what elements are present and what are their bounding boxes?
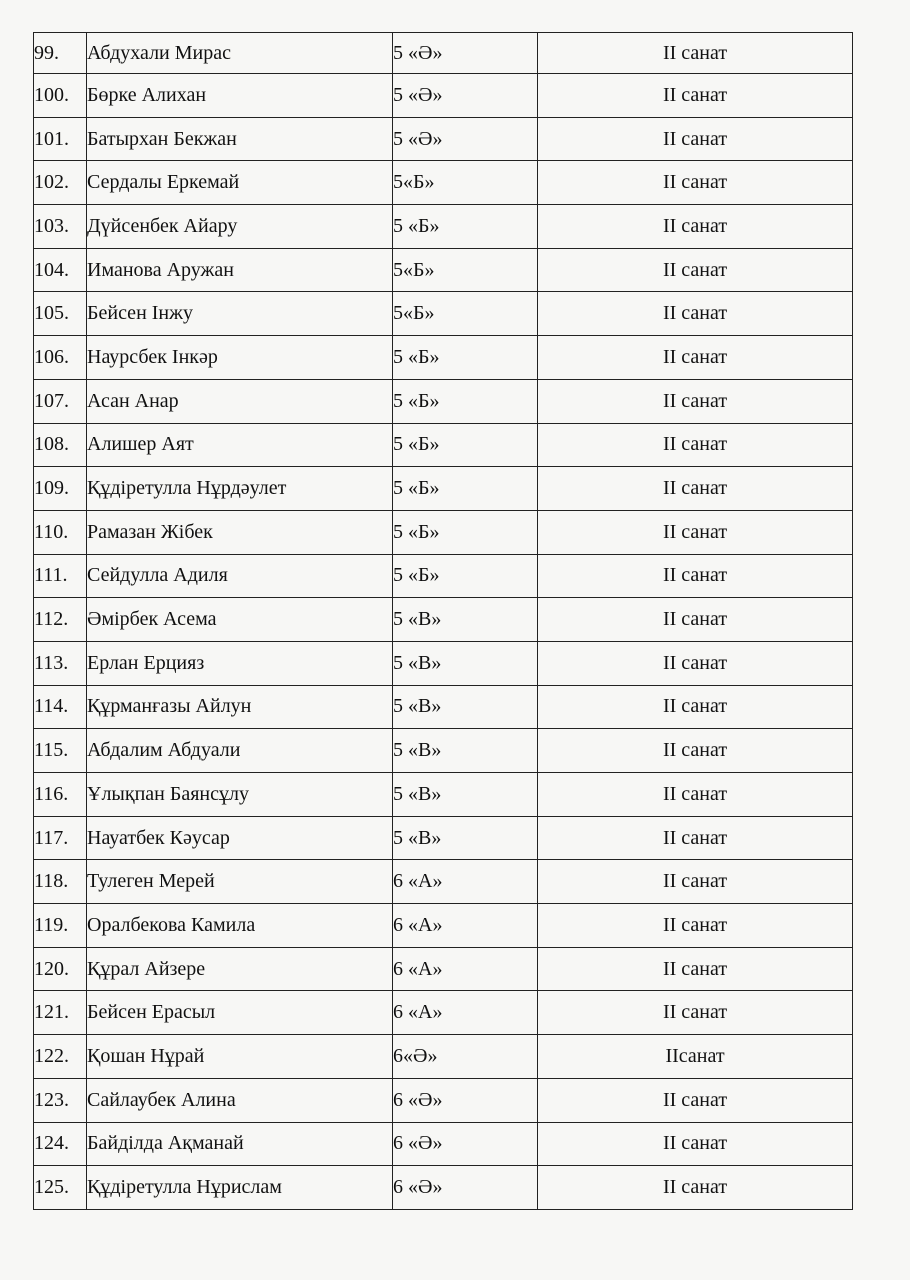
student-name: Құдіретулла Нұрдәулет [87, 467, 393, 511]
student-name: Сердалы Еркемай [87, 161, 393, 205]
row-number: 99. [34, 33, 87, 74]
table-row [34, 947, 853, 991]
student-name: Науатбек Кәусар [87, 816, 393, 860]
table-row [34, 1035, 853, 1079]
student-name: Байділда Ақманай [87, 1122, 393, 1166]
category-cell: II санат [538, 904, 853, 948]
table-row [34, 74, 853, 118]
class-cell: 5«Б» [393, 161, 538, 205]
class-cell: 5 «В» [393, 685, 538, 729]
class-cell: 6 «Ә» [393, 1122, 538, 1166]
class-cell: 6 «А» [393, 947, 538, 991]
category-cell: II санат [538, 641, 853, 685]
table-row [34, 773, 853, 817]
table-row [34, 1166, 853, 1210]
table-row [34, 729, 853, 773]
row-number: 125. [34, 1166, 87, 1210]
class-cell: 5 «В» [393, 729, 538, 773]
class-cell: 5 «Б» [393, 510, 538, 554]
category-cell: II санат [538, 205, 853, 249]
row-number: 119. [34, 904, 87, 948]
category-cell: II санат [538, 74, 853, 118]
table-row [34, 904, 853, 948]
table-row [34, 816, 853, 860]
table-row [34, 336, 853, 380]
category-cell: II санат [538, 117, 853, 161]
category-cell: II санат [538, 1122, 853, 1166]
table-row [34, 598, 853, 642]
category-cell: II санат [538, 947, 853, 991]
class-cell: 5 «В» [393, 641, 538, 685]
student-name: Сайлаубек Алина [87, 1078, 393, 1122]
class-cell: 6 «А» [393, 904, 538, 948]
row-number: 100. [34, 74, 87, 118]
category-cell: II санат [538, 554, 853, 598]
student-name: Оралбекова Камила [87, 904, 393, 948]
category-cell: II санат [538, 598, 853, 642]
category-cell: II санат [538, 816, 853, 860]
student-name: Қошан Нұрай [87, 1035, 393, 1079]
row-number: 116. [34, 773, 87, 817]
student-name: Бөрке Алихан [87, 74, 393, 118]
row-number: 118. [34, 860, 87, 904]
category-cell: II санат [538, 1166, 853, 1210]
row-number: 114. [34, 685, 87, 729]
row-number: 109. [34, 467, 87, 511]
row-number: 113. [34, 641, 87, 685]
category-cell: II санат [538, 33, 853, 74]
student-name: Әмірбек Асема [87, 598, 393, 642]
student-name: Рамазан Жібек [87, 510, 393, 554]
table-body [34, 33, 853, 1210]
row-number: 123. [34, 1078, 87, 1122]
class-cell: 5 «Б» [393, 205, 538, 249]
student-name: Асан Анар [87, 379, 393, 423]
row-number: 102. [34, 161, 87, 205]
student-name: Құрал Айзере [87, 947, 393, 991]
class-cell: 6 «Ә» [393, 1166, 538, 1210]
class-cell: 5 «В» [393, 773, 538, 817]
class-cell: 5 «Б» [393, 379, 538, 423]
table-row [34, 33, 853, 74]
class-cell: 5 «Ә» [393, 33, 538, 74]
table-row [34, 467, 853, 511]
student-list-table [33, 32, 853, 1210]
table-row [34, 379, 853, 423]
category-cell: II санат [538, 860, 853, 904]
category-cell: II санат [538, 467, 853, 511]
table-row [34, 685, 853, 729]
row-number: 110. [34, 510, 87, 554]
class-cell: 6 «А» [393, 860, 538, 904]
class-cell: 5 «Ә» [393, 74, 538, 118]
student-name: Алишер Аят [87, 423, 393, 467]
class-cell: 5 «Б» [393, 336, 538, 380]
row-number: 106. [34, 336, 87, 380]
category-cell: II санат [538, 729, 853, 773]
row-number: 124. [34, 1122, 87, 1166]
category-cell: II санат [538, 510, 853, 554]
student-name: Бейсен Ерасыл [87, 991, 393, 1035]
table-row [34, 991, 853, 1035]
class-cell: 6 «А» [393, 991, 538, 1035]
student-name: Ерлан Ерцияз [87, 641, 393, 685]
table-row [34, 510, 853, 554]
category-cell: IIсанат [538, 1035, 853, 1079]
student-name: Құрманғазы Айлун [87, 685, 393, 729]
row-number: 103. [34, 205, 87, 249]
table-row [34, 1122, 853, 1166]
table-row [34, 205, 853, 249]
category-cell: II санат [538, 161, 853, 205]
table-row [34, 1078, 853, 1122]
class-cell: 5 «В» [393, 598, 538, 642]
class-cell: 5 «Б» [393, 554, 538, 598]
student-name: Сейдулла Адиля [87, 554, 393, 598]
table-row [34, 292, 853, 336]
row-number: 108. [34, 423, 87, 467]
table-row [34, 248, 853, 292]
student-name: Абдухали Мирас [87, 33, 393, 74]
row-number: 104. [34, 248, 87, 292]
row-number: 101. [34, 117, 87, 161]
student-name: Батырхан Бекжан [87, 117, 393, 161]
category-cell: II санат [538, 773, 853, 817]
category-cell: II санат [538, 336, 853, 380]
category-cell: II санат [538, 248, 853, 292]
row-number: 122. [34, 1035, 87, 1079]
student-name: Ұлықпан Баянсұлу [87, 773, 393, 817]
class-cell: 5 «Ә» [393, 117, 538, 161]
student-name: Құдіретулла Нұрислам [87, 1166, 393, 1210]
class-cell: 5«Б» [393, 248, 538, 292]
class-cell: 5 «Б» [393, 467, 538, 511]
class-cell: 5 «Б» [393, 423, 538, 467]
table-row [34, 860, 853, 904]
student-name: Иманова Аружан [87, 248, 393, 292]
table-row [34, 423, 853, 467]
table-row [34, 641, 853, 685]
category-cell: II санат [538, 423, 853, 467]
student-name: Дүйсенбек Айару [87, 205, 393, 249]
table-row [34, 117, 853, 161]
class-cell: 6«Ә» [393, 1035, 538, 1079]
row-number: 115. [34, 729, 87, 773]
category-cell: II санат [538, 292, 853, 336]
category-cell: II санат [538, 1078, 853, 1122]
row-number: 105. [34, 292, 87, 336]
class-cell: 5 «В» [393, 816, 538, 860]
row-number: 121. [34, 991, 87, 1035]
row-number: 107. [34, 379, 87, 423]
class-cell: 5«Б» [393, 292, 538, 336]
category-cell: II санат [538, 991, 853, 1035]
student-name: Абдалим Абдуали [87, 729, 393, 773]
category-cell: II санат [538, 379, 853, 423]
student-name: Тулеген Мерей [87, 860, 393, 904]
student-name: Наурсбек Інкәр [87, 336, 393, 380]
row-number: 111. [34, 554, 87, 598]
class-cell: 6 «Ә» [393, 1078, 538, 1122]
table-row [34, 161, 853, 205]
row-number: 120. [34, 947, 87, 991]
row-number: 112. [34, 598, 87, 642]
student-name: Бейсен Інжу [87, 292, 393, 336]
table-row [34, 554, 853, 598]
row-number: 117. [34, 816, 87, 860]
category-cell: II санат [538, 685, 853, 729]
